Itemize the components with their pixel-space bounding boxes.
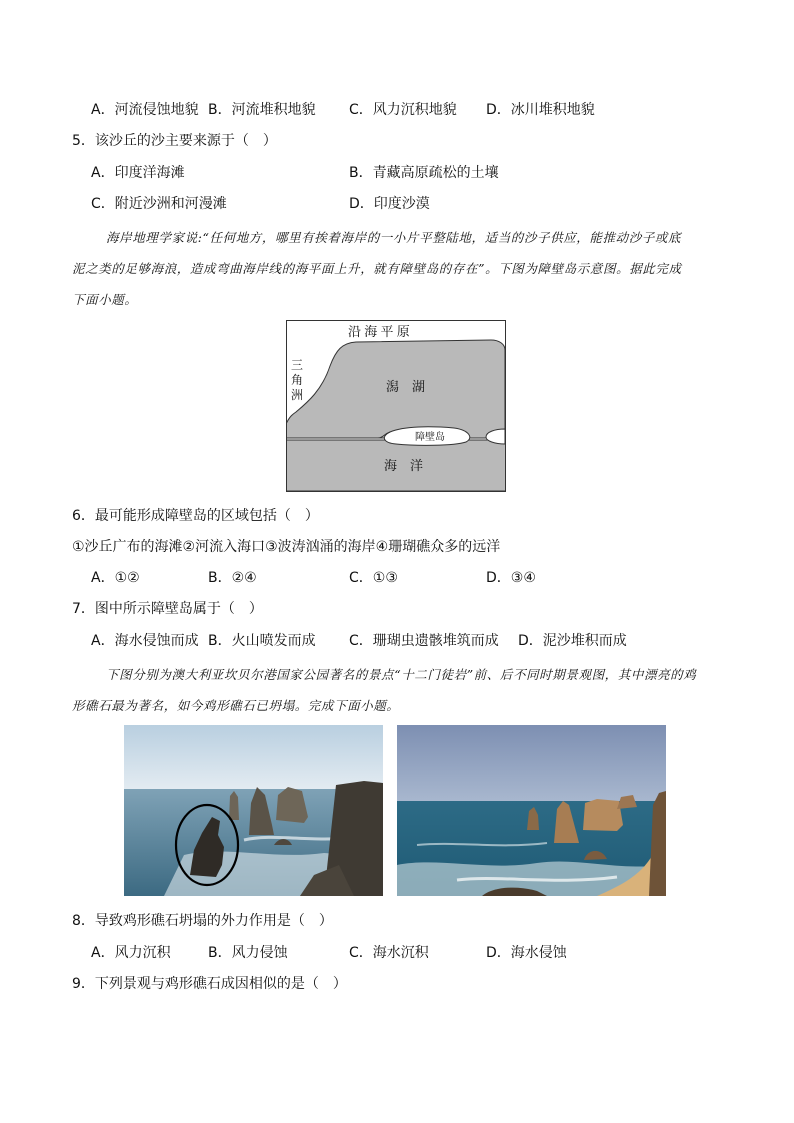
- diagram-plain-label: 沿 海 平 原: [348, 324, 410, 339]
- passage1-line1: 海岸地理学家说:“任何地方，哪里有挨着海岸的一小片平整陆地，适当的沙子供应，能推动沙子或底: [106, 230, 682, 245]
- q4-option-d: D．冰川堆积地貌: [486, 102, 595, 118]
- photo-after-collapse: [397, 725, 666, 896]
- q7-option-c: C．珊瑚虫遗骸堆筑而成: [349, 633, 499, 649]
- passage1-line3: 下面小题。: [72, 292, 138, 307]
- q7-option-b: B．火山喷发而成: [208, 633, 316, 649]
- q5-option-a: A．印度洋海滩: [91, 165, 185, 181]
- q6-option-a: A．①②: [91, 570, 140, 586]
- q5-option-d: D．印度沙漠: [349, 196, 430, 212]
- q7-stem: 7．图中所示障壁岛属于（ ）: [72, 601, 263, 617]
- diagram-ocean-label: 海 洋: [384, 458, 424, 473]
- q6-option-b: B．②④: [208, 570, 257, 586]
- passage-barrier-island: [72, 222, 722, 315]
- q4-option-a: A．河流侵蚀地貌: [91, 102, 199, 118]
- q7-option-a: A．海水侵蚀而成: [91, 633, 199, 649]
- q7-option-d: D．泥沙堆积而成: [518, 633, 627, 649]
- passage2-line1: 下图分别为澳大利亚坎贝尔港国家公园著名的景点“十二门徒岩”前、后不同时期景观图，其中漂亮的鸡: [106, 667, 697, 682]
- q6-option-c: C．①③: [349, 570, 398, 586]
- passage2-line2: 形礁石最为著名，如今鸡形礁石已坍塌。完成下面小题。: [72, 698, 400, 713]
- q6-choices: ①沙丘广布的海滩②河流入海口③波涛汹涌的海岸④珊瑚礁众多的远洋: [72, 539, 501, 555]
- passage1-line2: 泥之类的足够海浪，造成弯曲海岸线的海平面上升，就有障壁岛的存在”。下图为障壁岛示意图。据此完成: [72, 261, 682, 276]
- q5-option-b: B．青藏高原疏松的土壤: [349, 165, 499, 181]
- diagram-lagoon-label: 潟 湖: [386, 379, 426, 394]
- q8-stem: 8．导致鸡形礁石坍塌的外力作用是（ ）: [72, 913, 333, 929]
- q8-option-c: C．海水沉积: [349, 945, 429, 961]
- passage-twelve-apostles: [72, 659, 722, 721]
- diagram-delta-label: 三角洲: [291, 358, 304, 402]
- q5-stem: 5．该沙丘的沙主要来源于（ ）: [72, 133, 277, 149]
- q6-option-d: D．③④: [486, 570, 536, 586]
- q8-option-a: A．风力沉积: [91, 945, 171, 961]
- q4-option-c: C．风力沉积地貌: [349, 102, 457, 118]
- q5-option-c: C．附近沙洲和河漫滩: [91, 196, 227, 212]
- diagram-island-label: 障壁岛: [415, 432, 445, 443]
- q9-stem: 9．下列景观与鸡形礁石成因相似的是（ ）: [72, 976, 347, 992]
- q8-option-d: D．海水侵蚀: [486, 945, 567, 961]
- q8-option-b: B．风力侵蚀: [208, 945, 288, 961]
- q6-stem: 6．最可能形成障壁岛的区域包括（ ）: [72, 508, 319, 524]
- photo-before-collapse: [124, 725, 383, 896]
- q4-option-b: B．河流堆积地貌: [208, 102, 316, 118]
- barrier-island-diagram: [286, 320, 506, 492]
